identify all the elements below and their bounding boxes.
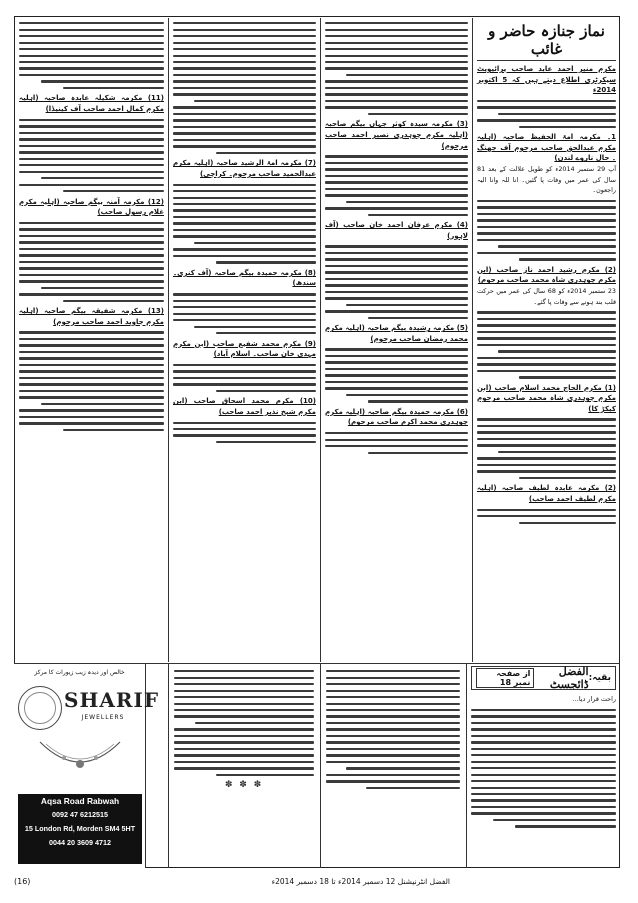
entry-title: (2) مکرم رشید احمد ناز صاحب (ابن مکرم چوہدری شاہ محمد صاحب مرحوم) bbox=[477, 265, 616, 285]
entry-title: (6) مکرمہ حمیدہ بیگم صاحبہ (اہلیہ مکرم چوہدری محمد اکرم صاحب مرحوم) bbox=[325, 407, 468, 427]
advert-brand: SHARIF bbox=[64, 688, 160, 712]
ornament: ✽ ✽ ✽ bbox=[224, 780, 264, 791]
advert-address: 15 London Rd, Morden SM4 5HT bbox=[24, 824, 136, 833]
page-heading: نماز جنازہ حاضر و غائب bbox=[477, 18, 616, 61]
entry-title: (4) مکرم عرفان احمد خان صاحب (آف لاہور) bbox=[325, 221, 468, 240]
digest-box bbox=[466, 664, 620, 868]
entry-title: (7) مکرمہ امۃ الرشید صاحبہ (اہلیہ مکرم عبدالحمید صاحب مرحوم۔ کراچی) bbox=[173, 159, 316, 178]
advert-address: Aqsa Road Rabwah bbox=[40, 796, 120, 806]
jewellers-advert bbox=[14, 664, 160, 868]
advert-tagline: خالص اور دیدہ زیب زیورات کا مرکز bbox=[34, 669, 125, 676]
page-number: (16) bbox=[14, 876, 31, 886]
column-rule bbox=[168, 664, 169, 868]
entry-title: (2) مکرمہ عابدہ لطیف صاحبہ (اہلیہ مکرم لطیف احمد صاحب) bbox=[477, 484, 616, 503]
digest-page-ref: از صفحہ نمبر 18 bbox=[476, 668, 534, 688]
entry-title: (3) مکرمہ سیدہ کوثر جہاں بیگم صاحبہ (اہلیہ مکرم چوہدری نصیر احمد صاحب مرحوم) bbox=[325, 120, 468, 150]
footer-dateline: الفضل انٹرنیشنل 12 دسمبر 2014ء تا 18 دسمبر 2014ء bbox=[271, 876, 450, 886]
entry-title: (12) مکرمہ آمنہ بیگم صاحبہ (اہلیہ مکرم غلام رسول صاحب) bbox=[19, 197, 164, 217]
entry-body: 23 ستمبر 2014ء کو 68 سال کی عمر میں حرکت قلب بند ہونے سے وفات پا گئے۔ bbox=[477, 286, 616, 306]
advert-emblem-icon bbox=[18, 686, 62, 730]
entry-title: (9) مکرم محمد شفیع صاحب (ابن مکرم مہدی خان صاحب۔ اسلام آباد) bbox=[173, 339, 316, 359]
entry-title: (5) مکرمہ رشیدہ بیگم صاحبہ (اہلیہ مکرم محمد رمضان صاحب مرحوم) bbox=[325, 324, 468, 343]
entry-title: (13) مکرمہ شفیقہ بیگم صاحبہ (اہلیہ مکرم جاوید احمد صاحب مرحوم) bbox=[19, 307, 164, 326]
advert-contact-block bbox=[18, 794, 142, 864]
entry-intro: مکرم منیر احمد عابد صاحب پرائیویٹ سیکرٹری اطلاع دیتے ہیں کہ 5 اکتوبر 2014ء bbox=[477, 65, 617, 95]
column-1 bbox=[473, 16, 620, 662]
entry-title: (8) مکرمہ حمیدہ بیگم صاحبہ (آف کنری۔ سندھ) bbox=[173, 268, 316, 288]
entry-body: آپ 29 ستمبر 2014ء کو طویل علالت کے بعد 81 سال کی عمر میں وفات پا گئیں۔ انا للہ وانا الیہ راجعون۔ bbox=[477, 165, 616, 195]
column-3 bbox=[169, 16, 320, 662]
advert-brand-sub: JEWELLERS bbox=[81, 714, 125, 721]
digest-title: الفضل ڈائجسٹ bbox=[549, 665, 589, 691]
page-footer bbox=[14, 872, 620, 890]
entry-title: 1۔ مکرمہ امۃ الحفیظ صاحبہ (اہلیہ مکرم عبدالحق صاحب مرحوم آف جھنگ ۔ حال ناروے لندن) bbox=[477, 133, 616, 163]
necklace-icon bbox=[34, 738, 126, 778]
digest-label: بقیہ: bbox=[588, 673, 611, 683]
bottom-column-a bbox=[322, 664, 464, 868]
entry-title: (10) مکرم محمد اسحاق صاحب (ابن مکرم شیخ نذیر احمد صاحب) bbox=[173, 397, 316, 416]
column-4 bbox=[15, 16, 168, 662]
bottom-column-b bbox=[170, 664, 318, 868]
advert-phone: 0044 20 3609 4712 bbox=[49, 838, 111, 847]
digest-first-line: راحت قرار دیا... bbox=[572, 695, 616, 703]
entry-title: (11) مکرمہ شکیلہ عابدہ صاحبہ (اہلیہ مکرم کمال احمد صاحب آف کینیڈا) bbox=[19, 94, 164, 114]
column-2 bbox=[321, 16, 472, 662]
advert-phone: 0092 47 6212515 bbox=[52, 810, 108, 819]
entry-title: (1) مکرم الحاج محمد اسلام صاحب (ابن مکرم چوہدری شاہ محمد صاحب مرحوم کیکڑ کا) bbox=[477, 383, 616, 413]
digest-header bbox=[471, 666, 616, 690]
column-rule bbox=[320, 664, 321, 868]
